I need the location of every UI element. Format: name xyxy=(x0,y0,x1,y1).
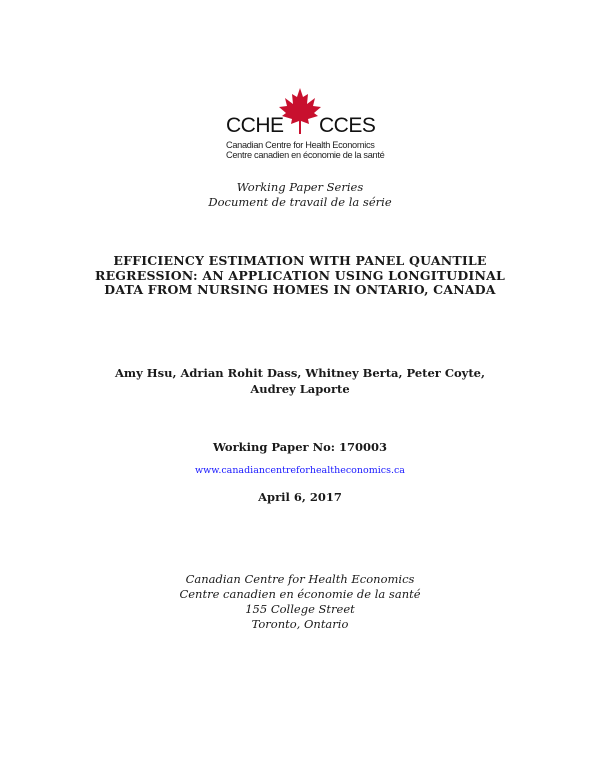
address-line-2: Centre canadien en économie de la santé xyxy=(179,587,421,601)
paper-title: EFFICIENCY ESTIMATION WITH PANEL QUANTILE REGRESSION: AN APPLICATION USING LONGITUDINAL DATA FROM NURSING HOMES IN ONTARIO, CANADA xyxy=(94,253,505,297)
website-link-wrapper xyxy=(0,465,600,476)
logo-cche-text: CCHE xyxy=(226,114,284,137)
address-line-1: Canadian Centre for Health Economics xyxy=(185,572,415,586)
working-paper-number: Working Paper No: 170003 xyxy=(212,440,388,454)
series-fr: Document de travail de la série xyxy=(208,195,392,209)
series-heading xyxy=(0,180,600,210)
cche-cces-logo xyxy=(226,88,385,166)
website-link[interactable]: www.canadiancentreforhealtheconomics.ca xyxy=(195,465,405,476)
address-line-3: 155 College Street xyxy=(245,602,355,616)
maple-leaf-icon xyxy=(278,88,322,140)
paper-date: April 6, 2017 xyxy=(258,490,342,504)
logo-cces-text: CCES xyxy=(319,114,376,137)
series-en: Working Paper Series xyxy=(236,180,364,194)
logo-subtitle-en: Canadian Centre for Health Economics xyxy=(226,140,375,150)
address-line-4: Toronto, Ontario xyxy=(251,617,349,631)
logo-subtitle-fr: Centre canadien en économie de la santé xyxy=(226,150,385,160)
address-block xyxy=(0,572,600,632)
paper-authors: Amy Hsu, Adrian Rohit Dass, Whitney Berta, Peter Coyte, Audrey Laporte xyxy=(114,366,486,396)
